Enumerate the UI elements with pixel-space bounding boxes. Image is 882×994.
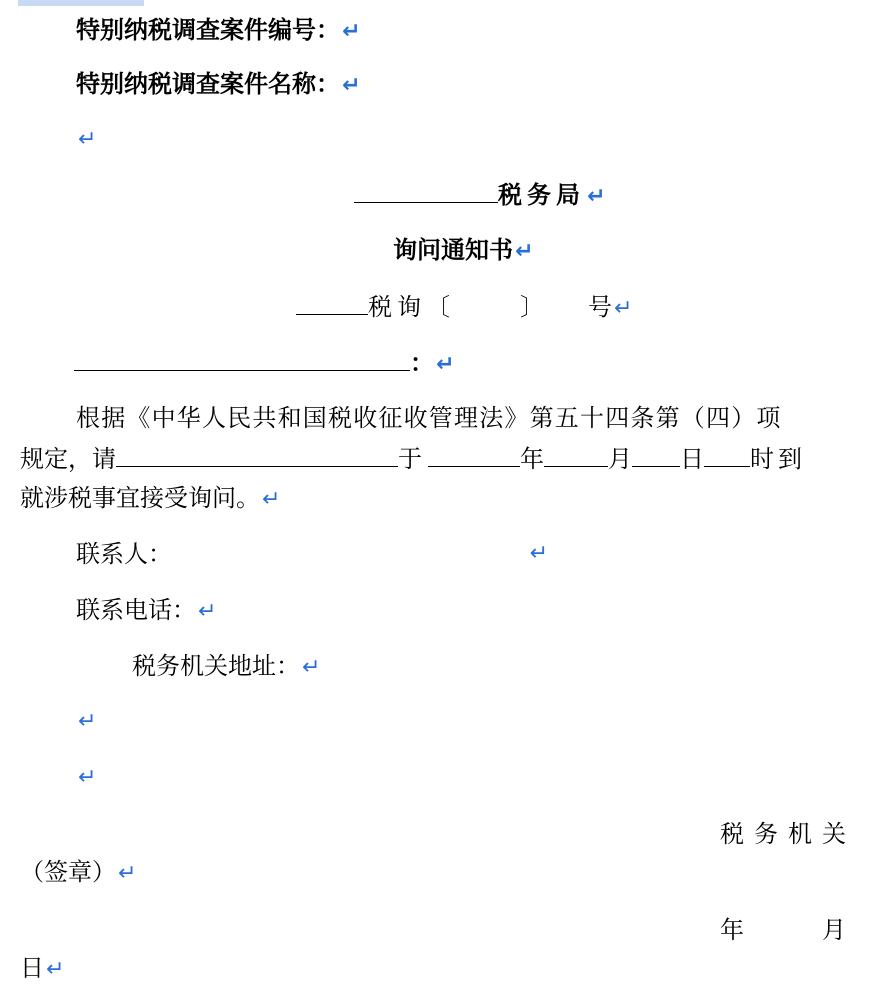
paragraph-mark-icon: ↵ — [78, 765, 97, 790]
addressee-line[interactable] — [74, 348, 454, 376]
date-day-line — [20, 954, 64, 982]
empty-paragraph[interactable] — [76, 124, 96, 152]
bureau-name-blank[interactable] — [354, 180, 498, 203]
date-year: 年 — [720, 916, 744, 944]
paragraph-mark-icon: ↵ — [198, 599, 217, 624]
body-year: 年 — [520, 445, 544, 473]
empty-paragraph[interactable] — [76, 706, 96, 734]
number-open-bracket: 〔 — [426, 293, 450, 321]
body-time-to: 时到 — [750, 445, 806, 473]
document-number-line[interactable] — [296, 292, 632, 320]
number-prefix: 税询 — [368, 293, 426, 321]
number-prefix-blank[interactable] — [296, 292, 368, 315]
addressee-blank[interactable] — [74, 348, 410, 371]
body-request-text: 规定，请 — [20, 445, 116, 473]
address-line[interactable] — [132, 652, 320, 680]
signature-authority-text: 税务机关 — [720, 820, 856, 848]
day-blank[interactable] — [632, 444, 680, 467]
year-blank[interactable] — [428, 444, 520, 467]
phone-line[interactable] — [76, 596, 216, 624]
paragraph-mark-icon: ↵ — [78, 709, 97, 734]
signature-seal-text: （签章） — [20, 858, 116, 886]
body-line-3 — [20, 484, 280, 512]
paragraph-mark-icon: ↵ — [587, 184, 606, 209]
case-number-label: 特别纳税调查案件编号： — [76, 16, 340, 44]
body-yu: 于 — [398, 445, 422, 473]
paragraph-mark-icon: ↵ — [118, 861, 137, 886]
signature-authority — [720, 820, 856, 848]
addressee-colon: ： — [410, 349, 434, 377]
signature-seal-line — [20, 858, 136, 886]
address-label: 税务机关地址： — [132, 652, 300, 680]
notice-title — [393, 236, 533, 264]
hour-blank[interactable] — [704, 444, 750, 467]
contact-label: 联系人： — [76, 540, 172, 568]
paragraph-mark-icon: ↵ — [614, 296, 633, 321]
number-suffix: 号 — [588, 293, 612, 321]
number-close-bracket: 〕 — [520, 293, 544, 321]
body-line-1 — [76, 404, 782, 432]
contact-line[interactable] — [76, 540, 548, 568]
date-line — [720, 916, 846, 944]
body-line-2[interactable] — [20, 444, 806, 472]
case-name-line[interactable] — [76, 70, 360, 98]
body-month: 月 — [608, 445, 632, 473]
body-text-3: 就涉税事宜接受询问。 — [20, 484, 260, 512]
phone-label: 联系电话： — [76, 596, 196, 624]
bureau-suffix: 税务局 — [498, 181, 585, 209]
case-number-line[interactable] — [76, 16, 360, 44]
paragraph-mark-icon: ↵ — [262, 487, 281, 512]
paragraph-mark-icon: ↵ — [436, 352, 455, 377]
body-text-1: 根据《中华人民共和国税收征收管理法》第五十四条第（四）项 — [76, 404, 782, 432]
notice-title-text: 询问通知书 — [393, 236, 513, 264]
date-month: 月 — [822, 916, 846, 944]
location-blank[interactable] — [116, 444, 398, 467]
paragraph-mark-icon: ↵ — [78, 127, 97, 152]
date-day: 日 — [20, 954, 44, 982]
paragraph-mark-icon: ↵ — [342, 19, 361, 44]
paragraph-mark-icon: ↵ — [342, 73, 361, 98]
paragraph-mark-icon: ↵ — [529, 541, 548, 566]
paragraph-mark-icon: ↵ — [302, 655, 321, 680]
body-day: 日 — [680, 445, 704, 473]
case-name-label: 特别纳税调查案件名称： — [76, 70, 340, 98]
text-selection-highlight — [18, 0, 144, 6]
paragraph-mark-icon: ↵ — [46, 957, 65, 982]
paragraph-mark-icon: ↵ — [515, 239, 534, 264]
bureau-line[interactable] — [354, 180, 605, 208]
month-blank[interactable] — [544, 444, 608, 467]
empty-paragraph[interactable] — [76, 762, 96, 790]
